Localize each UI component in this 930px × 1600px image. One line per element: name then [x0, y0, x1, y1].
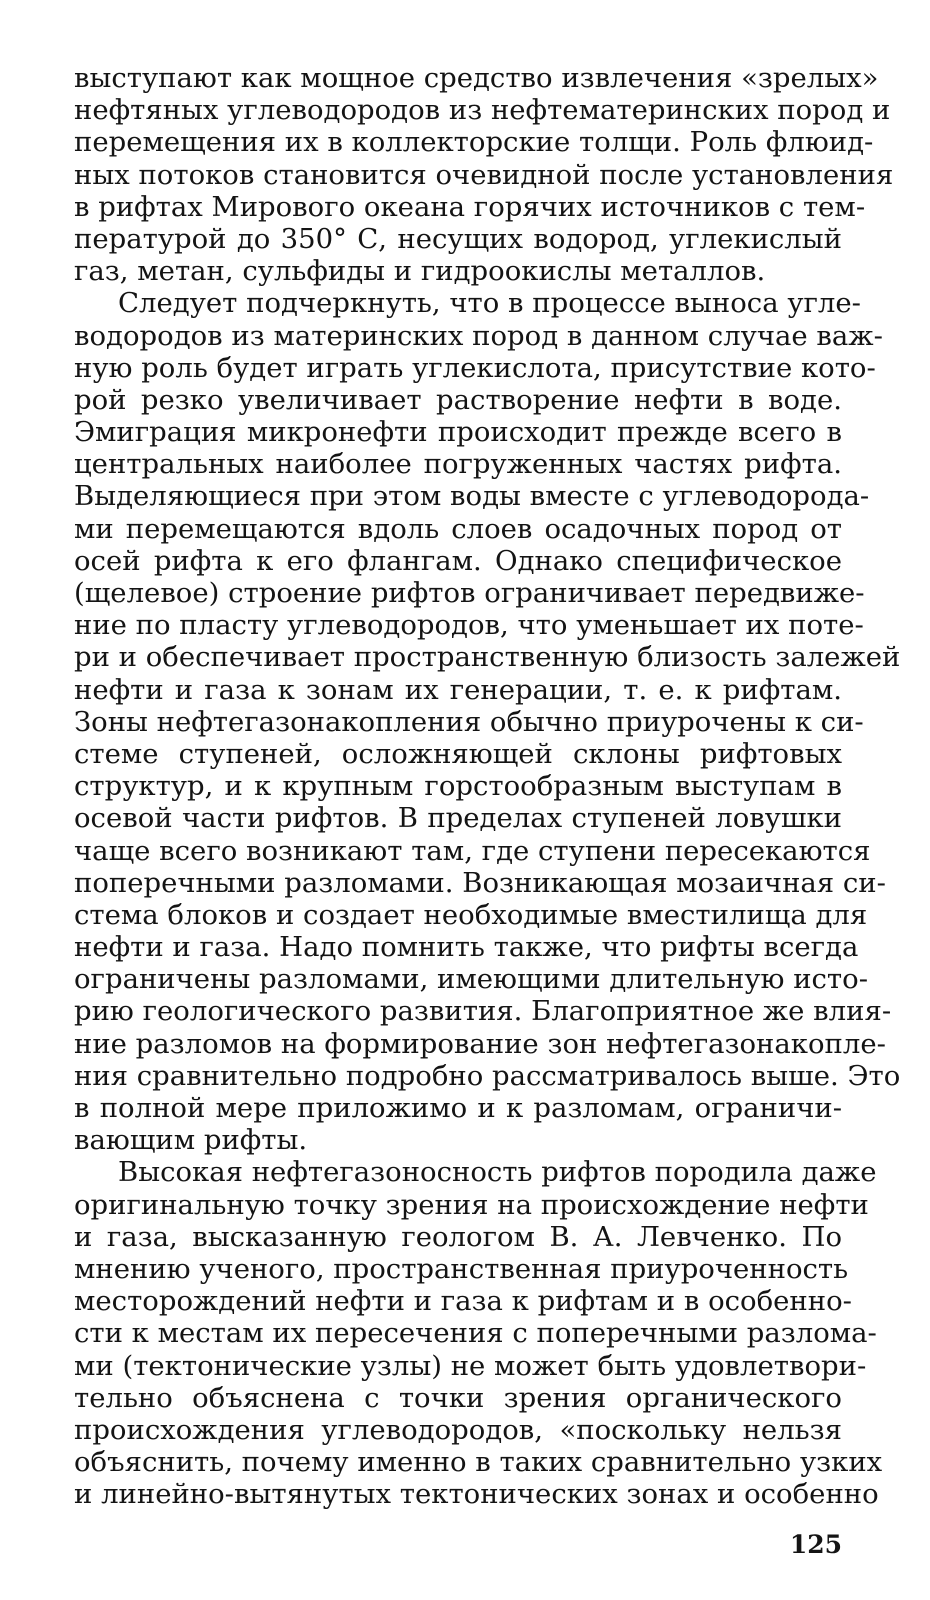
text-line: чаще всего возникают там, где ступени пересекаются — [74, 834, 871, 867]
paragraph-2 — [74, 287, 901, 1157]
text-line: газ, метан, сульфиды и гидроокислы металлов. — [74, 255, 766, 288]
text-line: ние разломов на формирование зон нефтегазонакопле- — [74, 1027, 886, 1060]
text-line: (щелевое) строение рифтов ограничивает передвиже- — [74, 577, 865, 609]
text-line: Эмиграция микронефти происходит прежде всего в — [74, 416, 842, 449]
text-line: в полной мере приложимо и к разломам, ограничи- — [74, 1092, 842, 1124]
text-line: стема блоков и создает необходимые вместилища для — [74, 898, 868, 931]
text-line: ную роль будет играть углекислота, присутствие кото- — [74, 351, 876, 384]
text-line: центральных наиболее погруженных частях рифта. — [74, 448, 842, 481]
text-line: ние по пласту углеводородов, что уменьшает их поте- — [74, 609, 864, 642]
text-line: и линейно-вытянутых тектонических зонах и особенно — [74, 1478, 879, 1511]
text-line: Высокая нефтегазоносность рифтов породила даже — [118, 1156, 877, 1189]
text-line: выступают как мощное средство извлечения «зрелых» — [74, 62, 879, 94]
text-line: осей рифта к его флангам. Однако специфическое — [74, 544, 842, 577]
text-line: ри и обеспечивает пространственную близость залежей — [74, 641, 901, 674]
text-line: в рифтах Мирового океана горячих источников с тем- — [74, 190, 866, 223]
text-line: Зоны нефтегазонакопления обычно приурочены к си- — [74, 705, 864, 738]
book-page-body — [74, 62, 901, 1511]
text-line: нефти и газа к зонам их генерации, т. е. к рифтам. — [74, 673, 842, 706]
text-line: тельно объяснена с точки зрения органического — [74, 1381, 842, 1414]
text-line: ми (тектонические узлы) не может быть удовлетвори- — [74, 1349, 867, 1382]
text-line: рой резко увеличивает растворение нефти в воде. — [74, 383, 842, 416]
text-line: происхождения углеводородов, «поскольку нельзя — [74, 1413, 842, 1446]
text-line: ограничены разломами, имеющими длительную исто- — [74, 963, 868, 996]
text-line: рию геологического развития. Благоприятное же влия- — [74, 995, 892, 1028]
text-line: нефтяных углеводородов из нефтематеринских пород и — [74, 94, 891, 127]
text-line: оригинальную точку зрения на происхождение нефти — [74, 1188, 869, 1221]
paragraph-3 — [74, 1156, 883, 1511]
text-line: ми перемещаются вдоль слоев осадочных пород от — [74, 512, 842, 545]
text-line: ния сравнительно подробно рассматривалось выше. Это — [74, 1059, 901, 1092]
text-line: Выделяющиеся при этом воды вместе с углеводорода- — [74, 480, 870, 513]
text-line: стеме ступеней, осложняющей склоны рифтовых — [74, 737, 842, 770]
text-line: сти к местам их пересечения с поперечными разлома- — [74, 1317, 877, 1350]
text-line: поперечными разломами. Возникающая мозаичная си- — [74, 866, 886, 899]
text-line: ных потоков становится очевидной после установления — [74, 158, 894, 191]
text-line: осевой части рифтов. В пределах ступеней ловушки — [74, 802, 842, 835]
text-line: и газа, высказанную геологом В. А. Левченко. По — [74, 1220, 842, 1253]
text-line: вающим рифты. — [74, 1124, 308, 1157]
text-line: мнению ученого, пространственная приуроченность — [74, 1252, 849, 1285]
text-line: структур, и к крупным горстообразным выступам в — [74, 770, 842, 803]
text-line: пературой до 350° С, несущих водород, углекислый — [74, 222, 842, 255]
text-line: месторождений нефти и газа к рифтам и в особенно- — [74, 1285, 852, 1318]
text-line: нефти и газа. Надо помнить также, что рифты всегда — [74, 931, 859, 964]
page-number: 125 — [789, 1530, 842, 1559]
text-line: водородов из материнских пород в данном случае важ- — [74, 319, 883, 352]
text-line: объяснить, почему именно в таких сравнительно узких — [74, 1446, 883, 1479]
paragraph-1 — [74, 62, 894, 288]
text-line: перемещения их в коллекторские толщи. Роль флюид- — [74, 126, 874, 159]
text-line: Следует подчеркнуть, что в процессе выноса угле- — [118, 287, 861, 320]
